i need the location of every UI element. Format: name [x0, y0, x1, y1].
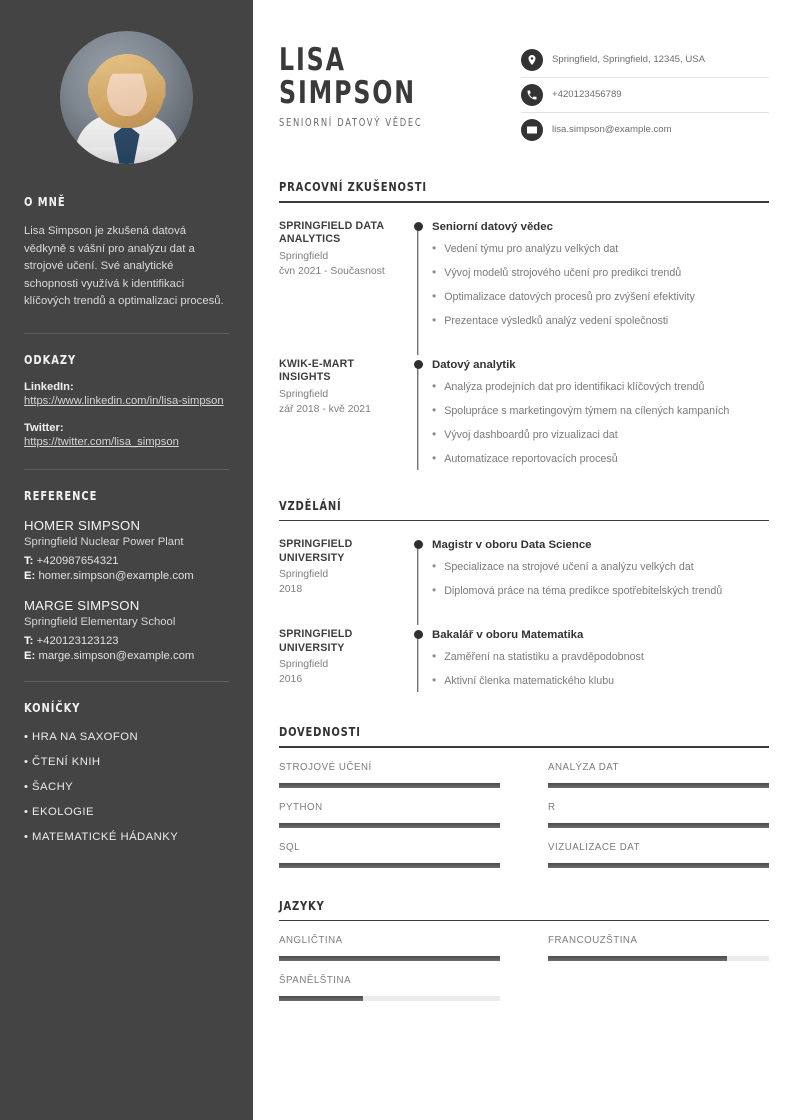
hobby-item: • ŠACHY [24, 780, 74, 793]
bullet-text: Vedení týmu pro analýzu velkých dat [444, 242, 619, 255]
phone-label: T: [24, 554, 34, 567]
skill-fill [279, 863, 500, 868]
reference-org: Springfield Elementary School [24, 615, 176, 628]
skill-label: PYTHON [279, 801, 323, 813]
name-block [279, 44, 442, 129]
hobbies-heading: KONÍČKY [24, 699, 81, 715]
resume-header [279, 44, 769, 153]
hobby-label: MATEMATICKÉ HÁDANKY [32, 830, 179, 843]
skill-label: STROJOVÉ UČENÍ [279, 761, 372, 773]
first-name: LISA [279, 42, 346, 78]
hobby-label: ČTENÍ KNIH [32, 755, 101, 768]
sidebar [0, 0, 253, 1120]
phone-text: +420123456789 [552, 89, 622, 100]
reference-name: HOMER SIMPSON [24, 517, 141, 533]
hobby-label: EKOLOGIE [32, 805, 94, 818]
experience-entry [279, 220, 769, 338]
skill-track [279, 863, 500, 868]
avatar-container [24, 0, 229, 164]
experience-heading: PRACOVNÍ ZKUŠENOSTI [279, 179, 427, 194]
bullet-text: Optimalizace datových procesů pro zvýšení efektivity [444, 290, 695, 303]
skill-label: ANALÝZA DAT [548, 761, 620, 773]
entry-body [432, 538, 769, 608]
language-track [279, 996, 500, 1001]
experience-section [279, 179, 769, 476]
email-value: homer.simpson@example.com [38, 570, 194, 582]
bullet-item: • Automatizace reportovacích procesů [432, 450, 618, 465]
education-heading: VZDĚLÁNÍ [279, 497, 342, 513]
entry-dates: 2016 [279, 674, 303, 686]
hobby-item: • ČTENÍ KNIH [24, 755, 101, 768]
email-label: E: [24, 650, 36, 662]
timeline-marker [404, 220, 432, 338]
entry-title: Bakalář v oboru Matematika [432, 629, 584, 642]
language-item [279, 975, 500, 1001]
entry-meta [279, 358, 404, 476]
link-url-twitter[interactable]: https://twitter.com/lisa_simpson [24, 436, 179, 448]
reference-org: Springfield Nuclear Power Plant [24, 535, 184, 548]
entry-body [432, 220, 769, 338]
avatar [60, 31, 193, 164]
bullet-item: • Spolupráce s marketingovým týmem na cílených kampaních [432, 402, 730, 417]
about-heading: O MNĚ [24, 194, 66, 209]
skill-track [548, 783, 769, 788]
language-item [279, 935, 500, 961]
reference-phone [24, 634, 229, 650]
link-item [24, 422, 229, 451]
link-url-linkedin[interactable]: https://www.linkedin.com/in/lisa-simpson [24, 394, 224, 407]
hobbies-section [24, 700, 229, 843]
skill-item [279, 802, 500, 828]
about-section [24, 194, 229, 311]
entry-location: Springfield [279, 388, 329, 400]
skill-fill [279, 823, 500, 828]
reference-item [24, 597, 229, 665]
entry-dates: 2018 [279, 584, 303, 596]
bullet-text: Spolupráce s marketingovým týmem na cílených kampaních [444, 404, 730, 417]
language-fill [279, 996, 363, 1001]
skill-track [548, 863, 769, 868]
bullet-item: • Vedení týmu pro analýzu velkých dat [432, 240, 619, 255]
entry-location: Springfield [279, 659, 329, 671]
entry-org: KWIK-E-MART INSIGHTS [279, 357, 355, 384]
language-label: ANGLIČTINA [279, 935, 343, 947]
entry-org: SPRINGFIELD UNIVERSITY [279, 538, 353, 564]
bullet-item: • Zaměření na statistiku a pravděpodobnost [432, 649, 644, 664]
skill-label: SQL [279, 841, 301, 853]
skill-track [279, 783, 500, 788]
entry-title: Magistr v oboru Data Science [432, 539, 592, 552]
links-section [24, 352, 229, 451]
section-rule [279, 746, 769, 748]
divider [24, 333, 229, 334]
entry-body [432, 358, 769, 476]
timeline-dot [414, 360, 423, 369]
entry-org: SPRINGFIELD DATA ANALYTICS [279, 219, 384, 246]
bullet-item: • Specializace na strojové učení a analýzu velkých dat [432, 559, 694, 574]
bullet-item: • Optimalizace datových procesů pro zvýšení efektivity [432, 288, 695, 303]
about-text: Lisa Simpson je zkušená datová vědkyně s vášní pro analýzu dat a strojové učení. Své analytické schopnosti využívá k identifikaci klíčových trendů a optimalizaci procesů. [24, 225, 224, 307]
contact-email [521, 119, 769, 147]
bullet-text: Automatizace reportovacích procesů [444, 452, 618, 465]
hobby-item: • HRA NA SAXOFON [24, 730, 139, 743]
skills-section [279, 724, 769, 882]
education-entry [279, 628, 769, 698]
divider [24, 469, 229, 470]
job-role: SENIORNÍ DATOVÝ VĚDEC [279, 117, 423, 129]
education-entry [279, 538, 769, 608]
bullet-item: • Diplomová práce na téma predikce spotřebitelských trendů [432, 583, 723, 598]
divider [24, 681, 229, 682]
timeline-marker [404, 538, 432, 608]
skills-grid [279, 762, 769, 882]
skill-item [279, 842, 500, 868]
entry-meta [279, 220, 404, 338]
section-rule [279, 920, 769, 922]
skill-fill [548, 823, 769, 828]
timeline-dot [414, 222, 423, 231]
email-label: E: [24, 570, 36, 582]
entry-location: Springfield [279, 250, 329, 262]
last-name: SIMPSON [279, 75, 417, 111]
phone-icon [521, 84, 543, 106]
bullet-item: • Aktivní členka matematického klubu [432, 673, 615, 688]
phone-value: +420987654321 [36, 554, 119, 567]
languages-section [279, 898, 769, 1016]
bullet-item: • Vývoj modelů strojového učení pro predikci trendů [432, 264, 682, 279]
skills-heading: DOVEDNOSTI [279, 724, 361, 740]
bullet-text: Analýza prodejních dat pro identifikaci klíčových trendů [444, 380, 705, 393]
bullet-item: • Analýza prodejních dat pro identifikaci klíčových trendů [432, 378, 705, 393]
skill-item [548, 842, 769, 868]
skill-item [279, 762, 500, 788]
language-track [548, 956, 769, 961]
language-label: ŠPANĚLŠTINA [279, 975, 352, 987]
contact-phone [521, 84, 769, 113]
bullet-text: Aktivní členka matematického klubu [444, 675, 615, 688]
timeline-marker [404, 628, 432, 698]
skill-item [548, 802, 769, 828]
entry-meta [279, 538, 404, 608]
entry-bullets [432, 380, 769, 466]
language-label: FRANCOUZŠTINA [548, 935, 638, 947]
skill-track [279, 823, 500, 828]
entry-title: Seniorní datový vědec [432, 220, 553, 233]
entry-bullets [432, 650, 769, 688]
languages-heading: JAZYKY [279, 897, 325, 913]
phone-value: +420123123123 [36, 634, 119, 647]
bullet-item: • Prezentace výsledků analýz vedení společnosti [432, 312, 669, 327]
reference-name: MARGE SIMPSON [24, 597, 140, 613]
address-text: Springfield, Springfield, 12345, USA [552, 54, 706, 65]
hobby-item: • MATEMATICKÉ HÁDANKY [24, 830, 179, 843]
contact-address [521, 49, 769, 78]
skill-label: VIZUALIZACE DAT [548, 841, 641, 853]
timeline-dot [414, 630, 423, 639]
entry-dates: čvn 2021 - Současnost [279, 265, 385, 277]
contact-list [521, 49, 769, 153]
language-track [279, 956, 500, 961]
education-section [279, 498, 769, 699]
skill-item [548, 762, 769, 788]
entry-body [432, 628, 769, 698]
bullet-text: Specializace na strojové učení a analýzu velkých dat [444, 561, 694, 574]
hobby-label: ŠACHY [32, 780, 74, 793]
phone-label: T: [24, 634, 34, 647]
reference-item [24, 517, 229, 585]
hobby-label: HRA NA SAXOFON [32, 730, 139, 743]
skill-fill [548, 783, 769, 788]
reference-phone [24, 554, 229, 570]
link-item [24, 381, 229, 410]
link-label-linkedin: LinkedIn: [24, 380, 74, 393]
link-label-twitter: Twitter: [24, 422, 64, 434]
experience-entry [279, 358, 769, 476]
bullet-text: Diplomová práce na téma predikce spotřebitelských trendů [444, 585, 723, 598]
skill-track [548, 823, 769, 828]
bullet-item: • Vývoj dashboardů pro vizualizaci dat [432, 426, 618, 441]
entry-title: Datový analytik [432, 358, 516, 371]
reference-email [24, 649, 229, 665]
skill-fill [548, 863, 769, 868]
entry-meta [279, 628, 404, 698]
skill-fill [279, 783, 500, 788]
links-heading: ODKAZY [24, 351, 77, 367]
email-value: marge.simpson@example.com [38, 650, 195, 662]
bullet-text: Zaměření na statistiku a pravděpodobnost [444, 651, 644, 664]
languages-grid [279, 935, 769, 1015]
language-fill [279, 956, 500, 961]
reference-email [24, 569, 229, 585]
entry-bullets [432, 242, 769, 328]
language-fill [548, 956, 727, 961]
section-rule [279, 520, 769, 522]
entry-location: Springfield [279, 569, 329, 581]
section-rule [279, 201, 769, 203]
reference-section [24, 488, 229, 665]
envelope-icon [521, 119, 543, 141]
skill-label: R [548, 801, 556, 813]
bullet-text: Vývoj dashboardů pro vizualizaci dat [444, 428, 618, 441]
email-text: lisa.simpson@example.com [552, 124, 672, 135]
entry-org: SPRINGFIELD UNIVERSITY [279, 628, 353, 654]
bullet-text: Prezentace výsledků analýz vedení společnosti [444, 314, 669, 327]
entry-bullets [432, 560, 769, 598]
language-item [548, 935, 769, 961]
timeline-dot [414, 540, 423, 549]
main-content [253, 0, 794, 1120]
bullet-text: Vývoj modelů strojového učení pro predikci trendů [444, 266, 682, 279]
location-pin-icon [521, 49, 543, 71]
hobby-item: • EKOLOGIE [24, 805, 94, 818]
reference-heading: REFERENCE [24, 487, 98, 503]
entry-dates: zář 2018 - kvě 2021 [279, 403, 371, 415]
timeline-marker [404, 358, 432, 476]
